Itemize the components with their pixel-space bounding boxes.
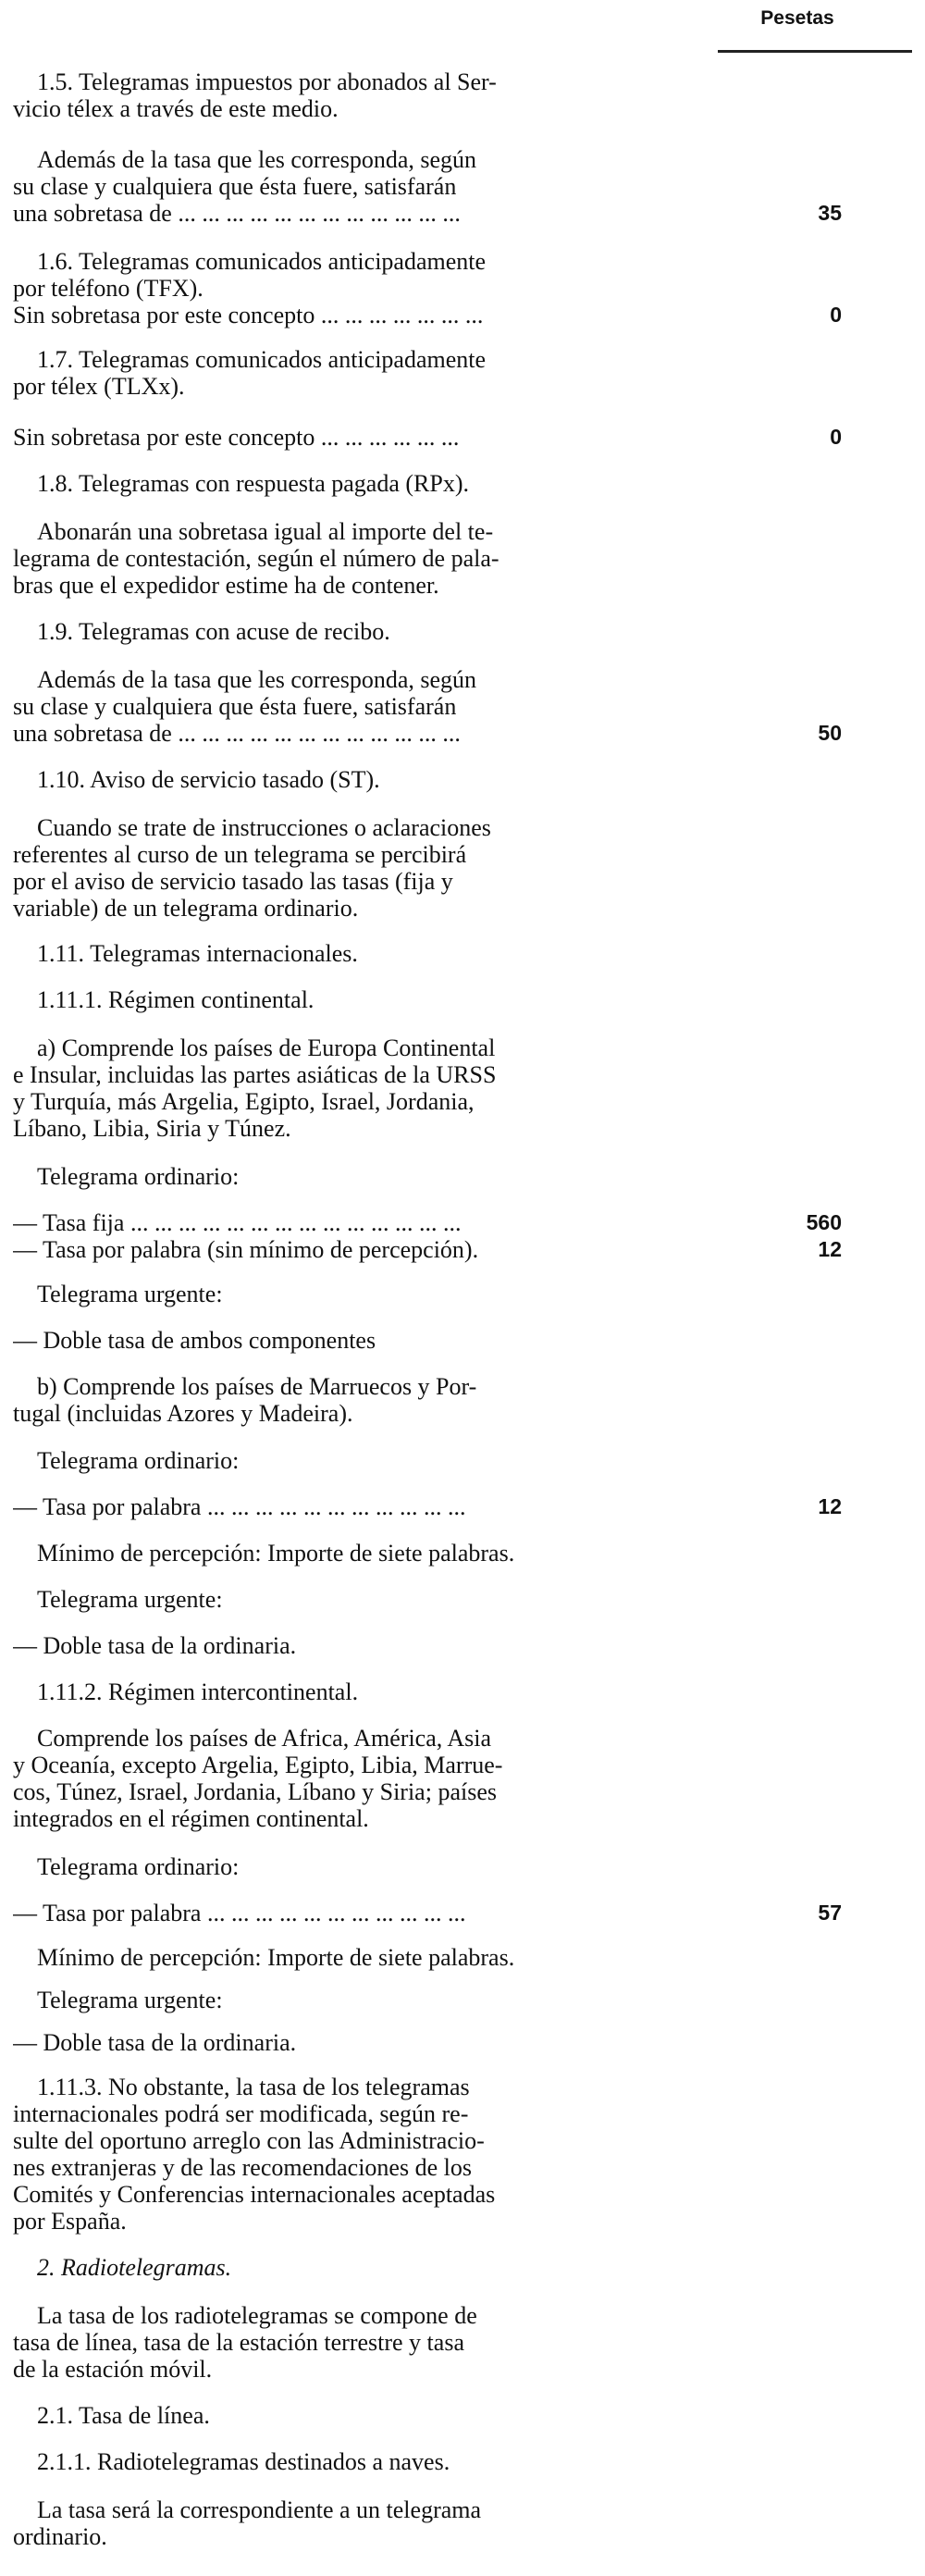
fee-value: 35 [818,201,842,225]
section-heading: 1.6. Telegramas comunicados anticipadamente [37,248,487,275]
text-line: una sobretasa de ... ... ... ... ... ... ... ... ... ... ... ... [13,200,461,227]
text-line: Abonarán una sobretasa igual al importe del te- [37,518,494,545]
text-line: y Oceanía, excepto Argelia, Egipto, Libia, Marrue- [13,1752,503,1778]
fee-value: 50 [818,721,842,745]
fee-value: 12 [818,1494,842,1518]
text-line: por España. [13,2208,127,2235]
text-line: sulte del oportuno arreglo con las Administracio- [13,2127,485,2154]
section-heading: 1.11. Telegramas internacionales. [37,940,358,967]
fee-value: 57 [818,1901,842,1925]
text-line: La tasa será la correspondiente a un telegrama [37,2496,482,2523]
text-line: referentes al curso de un telegrama se percibirá [13,841,467,868]
text-line: ordinario. [13,2523,107,2550]
text-line: de la estación móvil. [13,2356,213,2383]
fee-value: 0 [830,303,842,327]
text-line: por télex (TLXx). [13,373,185,400]
text-line: internacionales podrá ser modificada, según re- [13,2100,469,2127]
text-line: Mínimo de percepción: Importe de siete palabras. [37,1944,515,1971]
section-heading: 2.1. Tasa de línea. [37,2402,210,2429]
text-line: Comprende los países de Africa, América, Asia [37,1725,491,1752]
text-line: tasa de línea, tasa de la estación terrestre y tasa [13,2329,464,2356]
fee-value: 0 [830,425,842,449]
section-heading: 1.9. Telegramas con acuse de recibo. [37,618,390,645]
fee-value: 12 [818,1237,842,1261]
text-line: variable) de un telegrama ordinario. [13,895,359,922]
text-line: Sin sobretasa por este concepto ... ... ... ... ... ... ... [13,302,484,328]
text-line: Sin sobretasa por este concepto ... ... ... ... ... ... [13,424,460,451]
text-line: una sobretasa de ... ... ... ... ... ... ... ... ... ... ... ... [13,720,461,747]
text-line: b) Comprende los países de Marruecos y Por- [37,1373,477,1400]
text-line: Además de la tasa que les corresponda, según [37,146,477,173]
text-line: por el aviso de servicio tasado las tasas (fija y [13,868,453,895]
text-line: Mínimo de percepción: Importe de siete palabras. [37,1540,515,1567]
text-line: tugal (incluidas Azores y Madeira). [13,1400,353,1427]
text-line: bras que el expedidor estime ha de contener. [13,572,439,599]
text-line: legrama de contestación, según el número de pala- [13,545,500,572]
section-heading: 1.5. Telegramas impuestos por abonados al Ser- [37,68,497,95]
text-line: — Doble tasa de la ordinaria. [13,1632,297,1659]
text-line: — Tasa por palabra ... ... ... ... ... ... ... ... ... ... ... [13,1493,466,1520]
text-line: — Tasa fija ... ... ... ... ... ... ... ... ... ... ... ... ... ... [13,1209,462,1236]
text-line: e Insular, incluidas las partes asiáticas de la URSS [13,1061,497,1088]
text-line: Comités y Conferencias internacionales aceptadas [13,2181,496,2208]
section-heading: 1.7. Telegramas comunicados anticipadamente [37,346,487,373]
text-line: Además de la tasa que les corresponda, según [37,666,477,693]
section-heading: 2.1.1. Radiotelegramas destinados a naves. [37,2448,450,2475]
text-line: Líbano, Libia, Siria y Túnez. [13,1115,291,1142]
section-heading: 1.10. Aviso de servicio tasado (ST). [37,766,380,793]
text-line: Telegrama ordinario: [37,1853,240,1880]
text-line: y Turquía, más Argelia, Egipto, Israel, Jordania, [13,1088,475,1115]
text-line: Telegrama urgente: [37,1281,223,1307]
text-line: cos, Túnez, Israel, Jordania, Líbano y Siria; países [13,1778,497,1805]
text-line: Telegrama ordinario: [37,1163,240,1190]
text-line: — Doble tasa de la ordinaria. [13,2029,297,2056]
text-line: a) Comprende los países de Europa Continental [37,1034,496,1061]
text-line: por teléfono (TFX). [13,275,204,302]
text-line: Cuando se trate de instrucciones o aclaraciones [37,814,491,841]
text-line: — Tasa por palabra ... ... ... ... ... ... ... ... ... ... ... [13,1900,466,1926]
text-line: 1.11.3. No obstante, la tasa de los telegramas [37,2074,470,2100]
text-line: La tasa de los radiotelegramas se compone de [37,2302,477,2329]
text-line: Telegrama ordinario: [37,1447,240,1474]
section-heading: 2. Radiotelegramas. [37,2254,232,2281]
fee-value: 560 [806,1210,842,1234]
text-line: su clase y cualquiera que ésta fuere, satisfarán [13,173,457,200]
section-heading: 1.11.2. Régimen intercontinental. [37,1678,359,1705]
text-line: nes extranjeras y de las recomendaciones de los [13,2154,472,2181]
text-line: Telegrama urgente: [37,1586,223,1613]
section-heading: 1.11.1. Régimen continental. [37,986,314,1013]
text-line: integrados en el régimen continental. [13,1805,369,1832]
text-line: vicio télex a través de este medio. [13,95,339,122]
text-line: — Doble tasa de ambos componentes [13,1327,376,1354]
section-heading: 1.8. Telegramas con respuesta pagada (RPx). [37,470,469,497]
text-line: — Tasa por palabra (sin mínimo de percepción). [13,1236,479,1263]
text-line: Telegrama urgente: [37,1987,223,2013]
column-header-rule [718,50,912,53]
text-line: su clase y cualquiera que ésta fuere, satisfarán [13,693,457,720]
column-header-pesetas: Pesetas [760,7,834,29]
